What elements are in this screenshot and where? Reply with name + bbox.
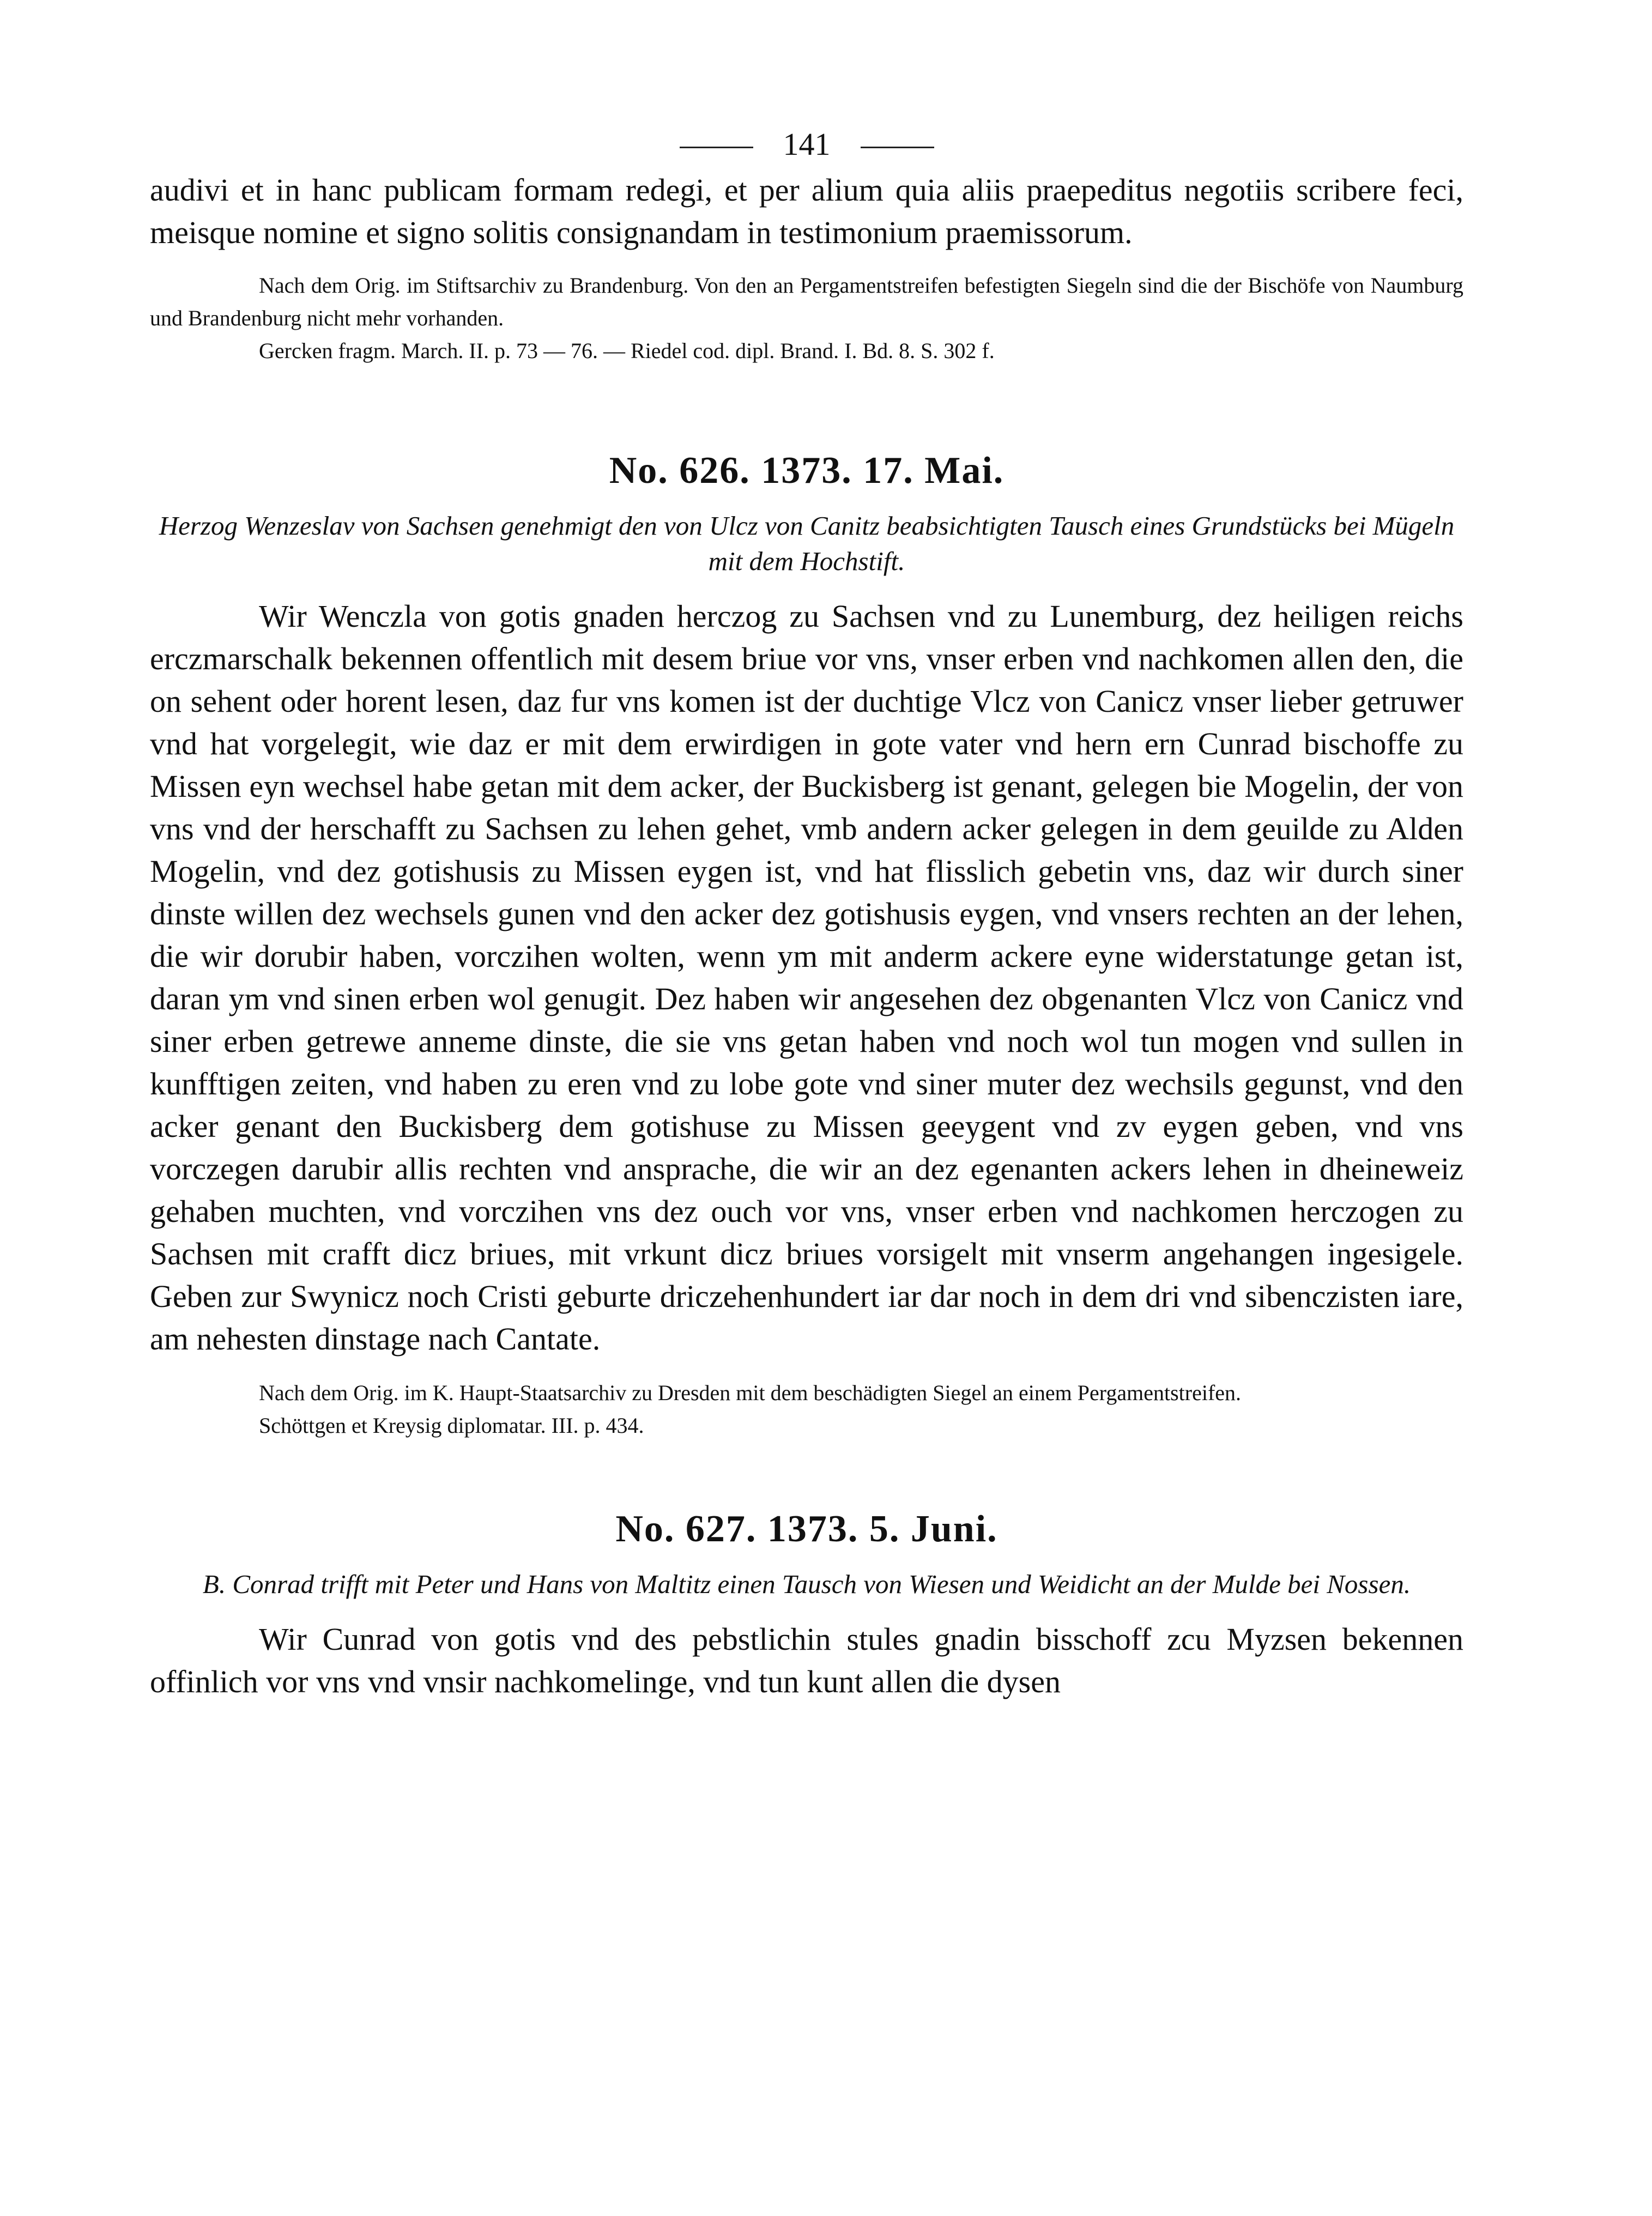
document-page	[150, 120, 1463, 1703]
doc-626-note-print: Schöttgen et Kreysig diplomatar. III. p. 434.	[259, 1413, 644, 1438]
continuation-text: audivi et in hanc publicam formam redegi, et per alium quia aliis praepeditus negotiis scribere feci, meisque nomine et signo solitis consignandam in testimonium praemissorum.	[150, 172, 1463, 250]
doc-627-heading: No. 627. 1373. 5. Juni.	[615, 1508, 998, 1550]
header-rule-right	[861, 147, 934, 148]
doc-626-summary: Herzog Wenzeslav von Sachsen genehmigt den von Ulcz von Canitz beabsichtigten Tausch eines Grundstücks bei Mügeln mit dem Hochstift.	[159, 511, 1455, 576]
doc-627-body: Wir Cunrad von gotis vnd des pebstlichin stules gnadin bisschoff zcu Myzsen bekennen offinlich vor vns vnd vnsir nachkomelinge, vnd tun kunt allen die dysen	[150, 1621, 1463, 1699]
header-rule-left	[680, 147, 753, 148]
page-header	[150, 120, 1463, 169]
continuation-note-source: Nach dem Orig. im Stiftsarchiv zu Brandenburg. Von den an Pergamentstreifen befestigten Siegeln sind die der Bischöfe von Naumburg und Brandenburg nicht mehr vorhanden.	[150, 273, 1463, 330]
continuation-note-print: Gercken fragm. March. II. p. 73 — 76. — Riedel cod. dipl. Brand. I. Bd. 8. S. 302 f.	[259, 338, 995, 363]
page-number: 141	[783, 126, 831, 162]
doc-626-body: Wir Wenczla von gotis gnaden herczog zu Sachsen vnd zu Lunemburg, dez heiligen reichs erczmarschalk bekennen offentlich mit desem briue vor vns, vnser erben vnd nachkomen allen den, die on sehent oder horent lesen, daz fur vns komen ist der duchtige Vlcz von Canicz vnser lieber getruwer vnd hat vorgelegit, wie daz er mit dem erwirdigen in gote vater vnd hern ern Cunrad bischoffe zu Missen eyn wechsel habe getan mit dem acker, der Buckisberg ist genant, gelegen bie Mogelin, der von vns vnd der herschafft zu Sachsen zu lehen gehet, vmb andern acker gelegen in dem geuilde zu Alden Mogelin, vnd dez gotishusis zu Missen eygen ist, vnd hat flisslich gebetin vns, daz wir durch siner dinste willen dez wechsels gunen vnd den acker dez gotishusis eygen, vnd vnsers rechten an der lehen, die wir dorubir haben, vorczihen wolten, wenn ym mit anderm ackere eyne widerstatunge getan ist, daran ym vnd sinen erben wol genugit. Dez haben wir angesehen dez obgenanten Vlcz von Canicz vnd siner erben getrewe anneme dinste, die sie vns getan haben vnd noch wol tun mogen vnd sullen in kunfftigen zeiten, vnd haben zu eren vnd zu lobe gote vnd siner muter dez wechsils gegunst, vnd den acker genant den Buckisberg dem gotishuse zu Missen geeygent vnd zv eygen geben, vnd vns vorczegen darubir allis rechten vnd ansprache, die wir an dez egenanten ackers lehen in dheineweiz gehaben muchten, vnd vorczihen vns dez ouch vor vns, vnser erben vnd nachkomen herczogen zu Sachsen mit crafft dicz briues, mit vrkunt dicz briues vorsigelt mit vnserm angehangen ingesigele. Geben zur Swynicz noch Cristi geburte driczehenhundert iar dar noch in dem dri vnd sibenczisten iare, am nehesten dinstage nach Cantate.	[150, 598, 1463, 1357]
doc-627-summary: B. Conrad trifft mit Peter und Hans von Maltitz einen Tausch von Wiesen und Weidicht an der Mulde bei Nossen.	[202, 1569, 1411, 1599]
doc-626-heading: No. 626. 1373. 17. Mai.	[609, 450, 1004, 492]
doc-626-note-source: Nach dem Orig. im K. Haupt-Staatsarchiv zu Dresden mit dem beschädigten Siegel an einem Pergamentstreifen.	[259, 1381, 1242, 1405]
